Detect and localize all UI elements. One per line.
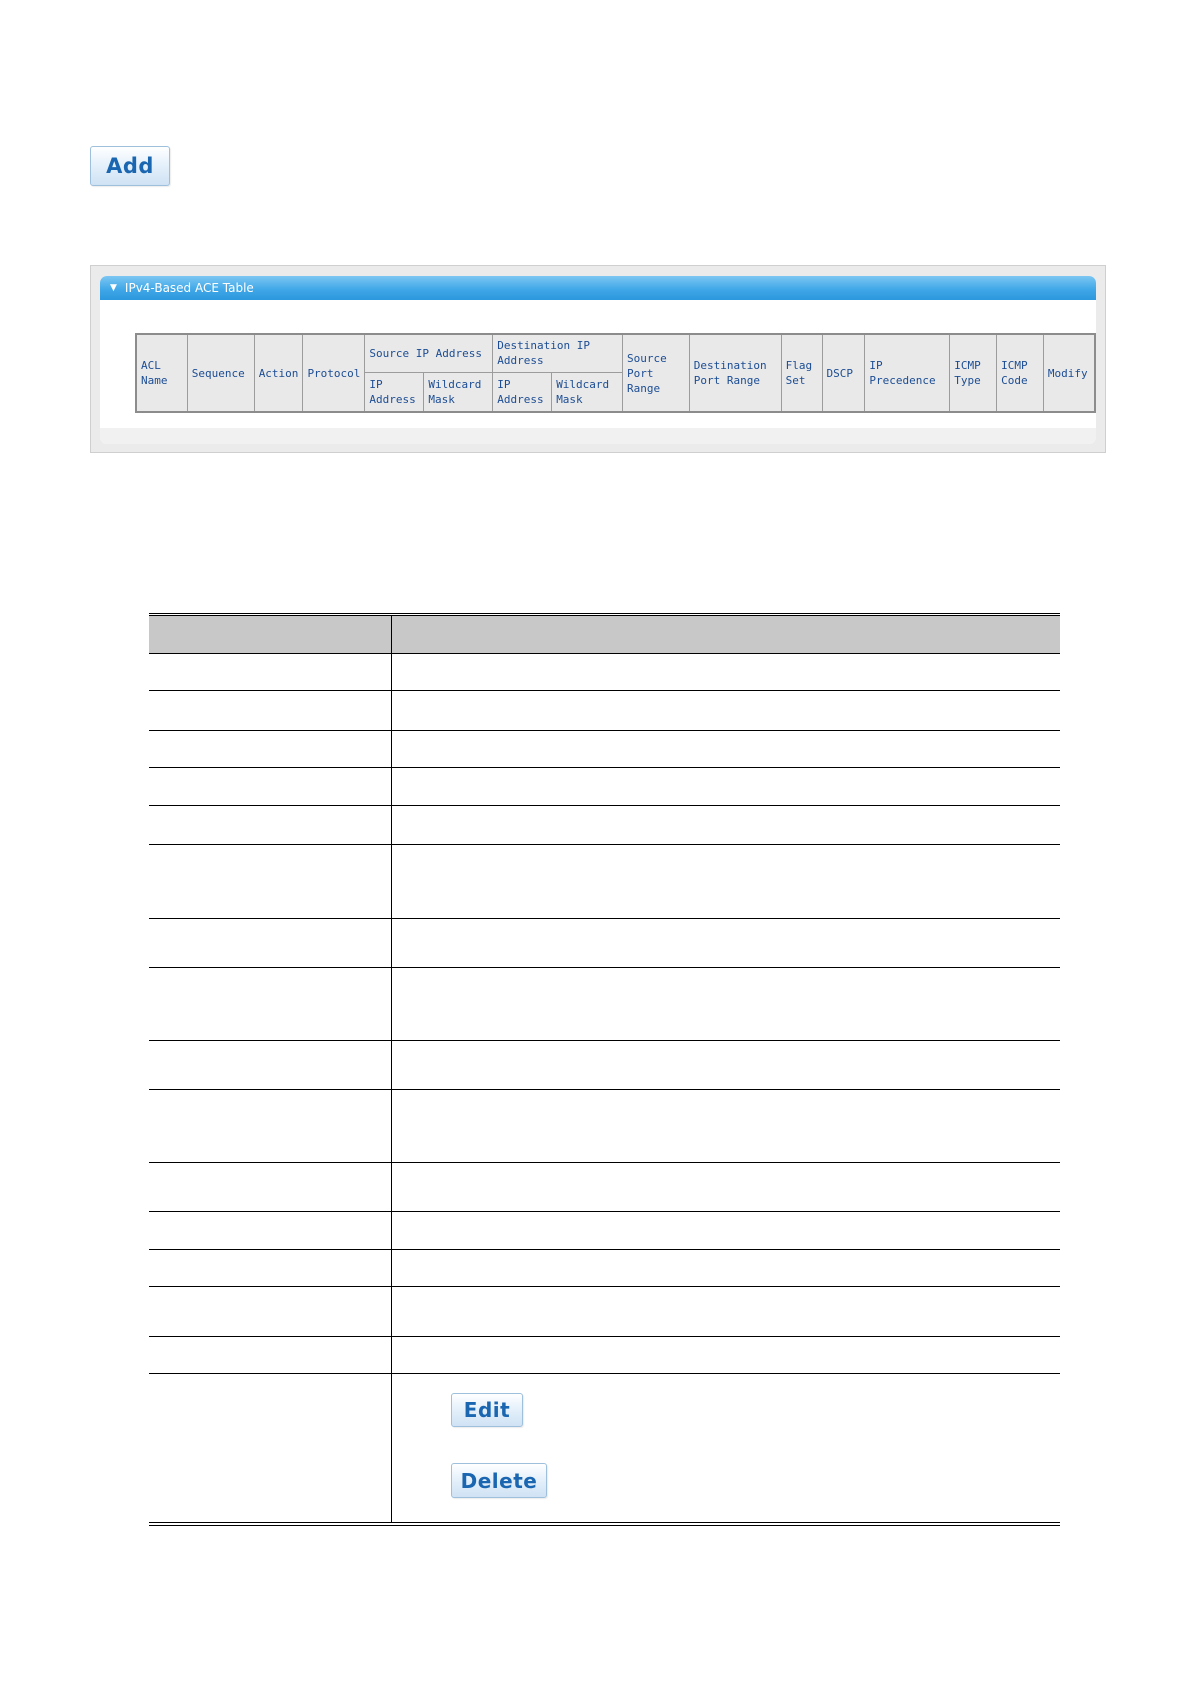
object-cell — [149, 845, 392, 918]
description-cell — [392, 1212, 1060, 1249]
description-cell — [392, 919, 1060, 967]
edit-button[interactable]: Edit — [451, 1393, 523, 1427]
description-cell — [392, 845, 1060, 918]
object-cell — [149, 1337, 392, 1373]
table-row — [149, 845, 1060, 919]
table-row — [149, 731, 1060, 768]
col-destination-ip-address: IP Address — [493, 372, 552, 412]
description-cell — [392, 1250, 1060, 1286]
col-acl-name: ACL Name — [136, 334, 187, 412]
table-row — [149, 1337, 1060, 1374]
description-cell — [392, 654, 1060, 690]
table-row — [149, 1212, 1060, 1250]
object-cell — [149, 1287, 392, 1336]
col-sequence: Sequence — [187, 334, 254, 412]
object-cell — [149, 1163, 392, 1211]
description-cell — [392, 1163, 1060, 1211]
panel-header[interactable] — [100, 276, 1096, 300]
object-header-cell — [149, 616, 392, 653]
table-row — [149, 691, 1060, 731]
ace-table — [135, 333, 1096, 413]
add-button[interactable]: Add — [90, 146, 170, 186]
col-source-ip-address: IP Address — [365, 372, 424, 412]
object-cell — [149, 968, 392, 1040]
description-cell — [392, 731, 1060, 767]
description-cell — [392, 1287, 1060, 1336]
table-row — [149, 1250, 1060, 1287]
description-cell — [392, 1090, 1060, 1162]
collapse-triangle-icon[interactable]: ▼ — [110, 283, 117, 293]
delete-button[interactable]: Delete — [451, 1463, 547, 1498]
col-icmp-code: ICMP Code — [997, 334, 1044, 412]
description-header-cell — [392, 616, 1060, 653]
panel-title: IPv4-Based ACE Table — [124, 281, 254, 295]
object-cell — [149, 1250, 392, 1286]
object-cell — [149, 919, 392, 967]
col-source-wildcard-mask: Wildcard Mask — [424, 372, 493, 412]
col-action: Action — [254, 334, 303, 412]
object-cell — [149, 1212, 392, 1249]
object-cell — [149, 768, 392, 805]
ipv4-ace-table-panel — [90, 265, 1106, 453]
description-cell — [392, 806, 1060, 844]
object-cell — [149, 731, 392, 767]
table-row-modify — [149, 1374, 1060, 1522]
table-row — [149, 806, 1060, 845]
description-cell — [392, 1374, 1060, 1522]
table-row — [149, 1287, 1060, 1337]
table-row — [149, 919, 1060, 968]
col-source-ip: Source IP Address — [365, 334, 493, 372]
col-source-port-range: Source Port Range — [623, 334, 690, 412]
description-cell — [392, 968, 1060, 1040]
col-dscp: DSCP — [822, 334, 865, 412]
table-row — [149, 968, 1060, 1041]
object-cell — [149, 806, 392, 844]
panel-body — [100, 276, 1096, 444]
table-row — [149, 654, 1060, 691]
description-cell — [392, 691, 1060, 730]
col-destination-port-range: Destination Port Range — [689, 334, 781, 412]
object-cell — [149, 691, 392, 730]
table-row — [149, 1041, 1060, 1090]
description-cell — [392, 1041, 1060, 1089]
table-row — [149, 1090, 1060, 1163]
object-cell — [149, 654, 392, 690]
description-cell — [392, 768, 1060, 805]
object-cell — [149, 1374, 392, 1522]
description-cell — [392, 1337, 1060, 1373]
col-protocol: Protocol — [303, 334, 365, 412]
col-modify: Modify — [1043, 334, 1095, 412]
description-table — [149, 613, 1060, 1526]
table-row — [149, 1163, 1060, 1212]
col-icmp-type: ICMP Type — [950, 334, 997, 412]
col-destination-wildcard-mask: Wildcard Mask — [552, 372, 623, 412]
table-row — [149, 768, 1060, 806]
panel-footer — [100, 428, 1096, 444]
description-table-header — [149, 616, 1060, 654]
col-destination-ip: Destination IP Address — [493, 334, 623, 372]
object-cell — [149, 1090, 392, 1162]
object-cell — [149, 1041, 392, 1089]
col-ip-precedence: IP Precedence — [865, 334, 950, 412]
col-flag-set: Flag Set — [781, 334, 822, 412]
